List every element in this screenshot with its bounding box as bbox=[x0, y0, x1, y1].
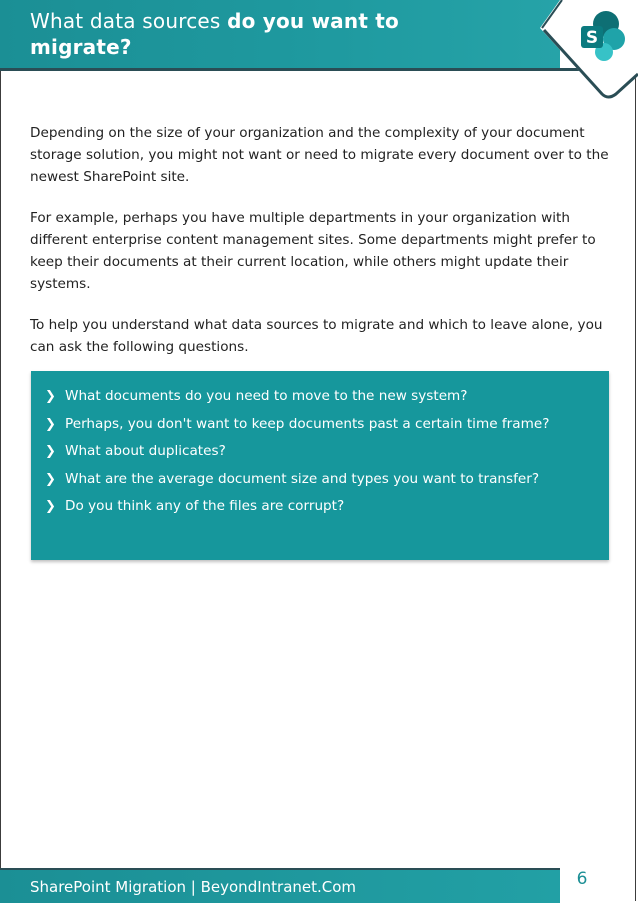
question-text: What are the average document size and types you want to transfer? bbox=[65, 470, 540, 487]
questions-intro-paragraph: To help you understand what data sources to migrate and which to leave alone, you can ask the following questions. bbox=[30, 317, 603, 355]
chevron-right-icon: ❯ bbox=[45, 444, 56, 459]
title-bold: do you want to migrate? bbox=[30, 9, 399, 59]
page-title bbox=[30, 8, 500, 60]
question-text: What documents do you need to move to the new system? bbox=[65, 388, 468, 404]
example-paragraph: For example, perhaps you have multiple departments in your organization with different enterprise content management sites. Some departments might prefer to keep their documents at their current location, while others might update their systems. bbox=[30, 210, 596, 292]
title-plain: What data sources bbox=[30, 9, 228, 33]
sharepoint-logo-icon bbox=[540, 0, 638, 102]
chevron-right-icon: ❯ bbox=[45, 416, 56, 432]
list-item bbox=[45, 438, 595, 466]
chevron-right-icon: ❯ bbox=[45, 499, 56, 514]
logo-area bbox=[540, 0, 638, 102]
chevron-right-icon: ❯ bbox=[45, 471, 56, 487]
questions-box bbox=[31, 371, 609, 560]
page-number: 6 bbox=[576, 869, 588, 889]
list-item bbox=[45, 466, 595, 494]
chevron-right-icon: ❯ bbox=[45, 389, 56, 404]
header-divider bbox=[0, 68, 600, 71]
question-text: Do you think any of the files are corrupt? bbox=[65, 498, 345, 514]
question-text: Perhaps, you don't want to keep documents past a certain time frame? bbox=[65, 415, 550, 432]
questions-list bbox=[45, 383, 595, 521]
list-item bbox=[45, 493, 595, 521]
intro-paragraph: Depending on the size of your organization and the complexity of your document storage solution, you might not want or need to migrate every document over to the newest SharePoint site. bbox=[30, 125, 609, 185]
list-item bbox=[45, 383, 595, 411]
list-item bbox=[45, 411, 595, 439]
footer-text: SharePoint Migration | BeyondIntranet.Com bbox=[30, 878, 357, 896]
logo-letter: S bbox=[585, 28, 599, 48]
question-text: What about duplicates? bbox=[65, 443, 226, 459]
